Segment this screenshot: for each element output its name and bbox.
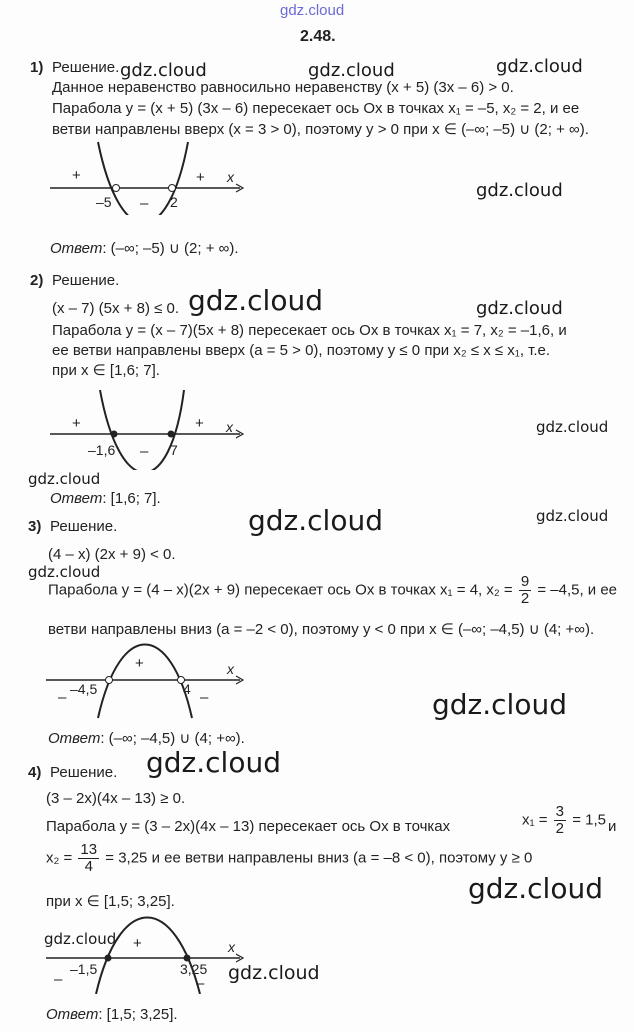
fraction (78, 842, 99, 875)
sign-minus-mid: – (140, 443, 149, 460)
watermark: gdz.cloud (308, 60, 395, 81)
x1-prefix: x₁ = (522, 811, 548, 829)
problem-1-number: 1) (30, 59, 44, 76)
sign-plus-left: + (72, 415, 81, 432)
fraction-numerator: 9 (520, 573, 530, 590)
watermark: gdz.cloud (44, 930, 117, 948)
watermark: gdz.cloud (146, 746, 281, 779)
root-label-2: 3,25 (180, 961, 208, 977)
watermark: gdz.cloud (476, 298, 563, 319)
fraction-numerator: 3 (555, 803, 565, 820)
x2-prefix: x₂ = (46, 849, 73, 867)
problem-1-heading: Решение. (52, 59, 120, 76)
problem-2-number: 2) (30, 272, 44, 289)
problem-4-line-1: (3 – 2x)(4x – 13) ≥ 0. (46, 790, 186, 807)
problem-3-line-1: (4 – x) (2x + 9) < 0. (48, 546, 176, 563)
fraction (519, 574, 531, 607)
root-label-1: –5 (96, 194, 112, 210)
root-point-filled (111, 431, 118, 438)
sign-plus-left: + (72, 167, 81, 184)
watermark: gdz.cloud (536, 507, 609, 525)
root-point-open (106, 677, 113, 684)
problem-2-heading: Решение. (52, 272, 120, 289)
answer-label: Ответ (50, 240, 103, 257)
problem-3-answer (48, 729, 245, 747)
watermark: gdz.cloud (188, 284, 323, 317)
sign-minus-left: – (54, 971, 63, 988)
watermark: gdz.cloud (496, 56, 583, 77)
fraction-denominator: 2 (520, 590, 530, 607)
watermark-top: gdz.cloud (280, 2, 345, 19)
answer-value: : (–∞; –4,5) ∪ (4; +∞). (100, 730, 245, 747)
watermark: gdz.cloud (28, 470, 101, 488)
problem-4-line-2: Парабола y = (3 – 2x)(4x – 13) пересекает ось Ox в точках (46, 818, 451, 835)
line-2-end: = –4,5, и ее (537, 581, 618, 599)
problem-4-line-4: при x ∈ [1,5; 3,25]. (46, 893, 175, 910)
problem-3-graph (40, 640, 250, 720)
problem-1-graph (40, 140, 250, 215)
problem-2-line-1: (x – 7) (5x + 8) ≤ 0. (52, 300, 180, 317)
answer-label: Ответ (48, 730, 101, 747)
x2-value: = 3,25 и ее ветви направлены вниз (a = –8 < 0), поэтому y ≥ 0 (105, 849, 533, 867)
problem-1-line-1: Данное неравенство равносильно неравенству (x + 5) (3x – 6) > 0. (52, 79, 514, 96)
axis-label-x: x (228, 939, 235, 955)
root-point-filled (168, 431, 175, 438)
problem-1-line-3: ветви направлены вверх (x = 3 > 0), поэтому y > 0 при x ∈ (–∞; –5) ∪ (2; + ∞). (52, 121, 589, 138)
root-point-open (113, 185, 120, 192)
root-label-2: 7 (170, 442, 178, 458)
fraction-numerator: 13 (80, 841, 98, 858)
root-point-open (169, 185, 176, 192)
problem-1-answer (50, 239, 239, 257)
problem-4-number: 4) (28, 764, 42, 781)
problem-4-line-3 (46, 842, 532, 875)
sign-plus-right: + (196, 169, 205, 186)
watermark: gdz.cloud (536, 418, 609, 436)
x1-value: = 1,5 (572, 811, 606, 829)
watermark: gdz.cloud (120, 60, 207, 81)
sign-plus-mid: + (133, 935, 142, 952)
problem-2-graph (40, 390, 250, 470)
sign-minus-right: – (196, 975, 205, 992)
root-point-filled (105, 955, 112, 962)
watermark: gdz.cloud (468, 872, 603, 905)
axis-label-x: x (227, 661, 234, 677)
answer-label: Ответ (50, 490, 103, 507)
problem-2-line-3: ее ветви направлены вверх (a = 5 > 0), поэтому y ≤ 0 при x₂ ≤ x ≤ x₁, т.е. (52, 342, 551, 359)
root-label-2: 4 (183, 681, 191, 697)
problem-4-and: и (608, 818, 617, 835)
fraction-denominator: 4 (84, 858, 93, 875)
root-label-1: –1,5 (70, 961, 98, 977)
watermark: gdz.cloud (248, 504, 383, 537)
watermark: gdz.cloud (28, 563, 101, 581)
root-label-1: –4,5 (70, 681, 98, 697)
problem-2-line-4: при x ∈ [1,6; 7]. (52, 362, 160, 379)
line-2-start: Парабола y = (4 – x)(2x + 9) пересекает ось Ox в точках x₁ = 4, x₂ = (48, 581, 513, 599)
problem-1-line-2: Парабола y = (x + 5) (3x – 6) пересекает ось Ox в точках x₁ = –5, x₂ = 2, и ее (52, 100, 580, 117)
axis-label-x: x (226, 419, 233, 435)
sign-minus-right: – (200, 689, 209, 706)
sign-minus-mid: – (140, 195, 149, 212)
problem-4-x1 (522, 804, 606, 837)
answer-label: Ответ (46, 1006, 99, 1023)
root-label-2: 2 (170, 194, 178, 210)
answer-value: : [1,6; 7]. (102, 490, 161, 507)
root-label-1: –1,6 (88, 442, 116, 458)
problem-3-number: 3) (28, 518, 42, 535)
watermark: gdz.cloud (228, 962, 320, 984)
answer-value: : (–∞; –5) ∪ (2; + ∞). (102, 240, 239, 257)
problem-4-answer (46, 1006, 178, 1023)
problem-4-heading: Решение. (50, 764, 118, 781)
problem-2-answer (50, 490, 161, 507)
problem-2-line-2: Парабола y = (x – 7)(5x + 8) пересекает ось Ox в точках x₁ = 7, x₂ = –1,6, и (52, 322, 567, 339)
problem-3-line-2 (48, 574, 617, 607)
exercise-title: 2.48. (300, 28, 336, 45)
sign-plus-mid: + (135, 655, 144, 672)
sign-minus-left: – (58, 689, 67, 706)
sign-plus-right: + (195, 415, 204, 432)
problem-4-graph (40, 912, 252, 994)
watermark: gdz.cloud (432, 688, 567, 721)
watermark: gdz.cloud (476, 180, 563, 201)
problem-3-heading: Решение. (50, 518, 118, 535)
problem-3-line-3: ветви направлены вниз (a = –2 < 0), поэтому y < 0 при x ∈ (–∞; –4,5) ∪ (4; +∞). (48, 621, 595, 638)
answer-value: : [1,5; 3,25]. (98, 1006, 178, 1023)
fraction-denominator: 2 (555, 820, 565, 837)
axis-label-x: x (227, 169, 234, 185)
fraction (554, 804, 566, 837)
